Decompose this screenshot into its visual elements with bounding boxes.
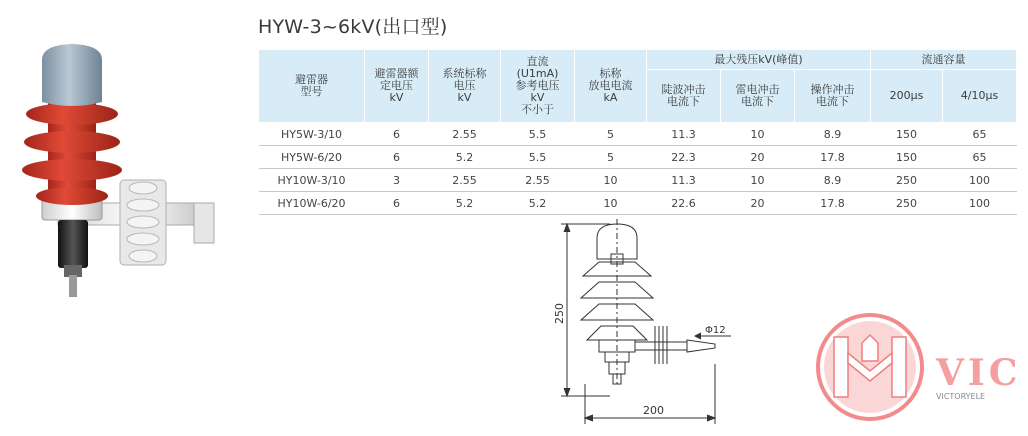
- col-group-capacity: 流通容量: [871, 50, 1017, 70]
- cell-cap200: 250: [871, 192, 943, 215]
- col-header-switching: 操作冲击 电流下: [795, 70, 871, 123]
- col-group-residual-voltage: 最大残压kV(峰值): [647, 50, 871, 70]
- cell-dc: 2.55: [501, 169, 575, 192]
- cell-system: 5.2: [429, 146, 501, 169]
- company-logo: [812, 313, 1022, 423]
- cell-discharge: 10: [575, 169, 647, 192]
- cell-model: HY5W-6/20: [259, 146, 365, 169]
- cell-dc: 5.5: [501, 146, 575, 169]
- cell-system: 5.2: [429, 192, 501, 215]
- cell-system: 2.55: [429, 169, 501, 192]
- col-header-cap-4-10: 4/10μs: [943, 70, 1017, 123]
- cell-cap200: 150: [871, 123, 943, 146]
- dimension-drawing: [555, 214, 755, 432]
- cell-model: HY10W-3/10: [259, 169, 365, 192]
- cell-switching: 8.9: [795, 169, 871, 192]
- cell-discharge: 10: [575, 192, 647, 215]
- cell-model: HY5W-3/10: [259, 123, 365, 146]
- col-header-steep: 陡波冲击 电流下: [647, 70, 721, 123]
- table-body: [259, 123, 1017, 215]
- col-header-cap-200: 200μs: [871, 70, 943, 123]
- table-row: [259, 123, 1017, 146]
- cell-cap200: 150: [871, 146, 943, 169]
- page-title: HYW-3~6kV(出口型): [258, 16, 448, 38]
- cell-steep: 22.3: [647, 146, 721, 169]
- cell-switching: 8.9: [795, 123, 871, 146]
- cell-rated: 6: [365, 123, 429, 146]
- cell-dc: 5.5: [501, 123, 575, 146]
- cell-steep: 11.3: [647, 169, 721, 192]
- cell-lightning: 20: [721, 146, 795, 169]
- cell-dc: 5.2: [501, 192, 575, 215]
- cell-steep: 22.6: [647, 192, 721, 215]
- product-photo: [0, 20, 245, 310]
- cell-lightning: 10: [721, 169, 795, 192]
- cell-cap410: 100: [943, 169, 1017, 192]
- spec-table: [258, 49, 1017, 215]
- cell-discharge: 5: [575, 123, 647, 146]
- col-header-lightning: 雷电冲击 电流下: [721, 70, 795, 123]
- logo-name: VICTORYELE: [936, 392, 986, 401]
- cell-system: 2.55: [429, 123, 501, 146]
- insulator-body: [22, 100, 122, 205]
- cell-cap200: 250: [871, 169, 943, 192]
- col-header-discharge-current: 标称 放电电流 kA: [575, 50, 647, 123]
- table-row: [259, 192, 1017, 215]
- cell-rated: 3: [365, 169, 429, 192]
- cell-steep: 11.3: [647, 123, 721, 146]
- cell-rated: 6: [365, 192, 429, 215]
- table-row: [259, 146, 1017, 169]
- col-header-dc-ref-voltage: 直流 (U1mA) 参考电压 kV 不小于: [501, 50, 575, 123]
- cell-switching: 17.8: [795, 192, 871, 215]
- col-header-system-voltage: 系统标称 电压 kV: [429, 50, 501, 123]
- cell-cap410: 65: [943, 123, 1017, 146]
- bottom-terminal: [58, 220, 88, 268]
- cell-cap410: 65: [943, 146, 1017, 169]
- cell-lightning: 20: [721, 192, 795, 215]
- cell-discharge: 5: [575, 146, 647, 169]
- cell-cap410: 100: [943, 192, 1017, 215]
- hole-dimension: Φ12: [705, 325, 726, 336]
- logo-mark: VIC: [936, 352, 1022, 394]
- col-header-model: 避雷器 型号: [259, 50, 365, 123]
- top-cap: [42, 44, 102, 106]
- cell-lightning: 10: [721, 123, 795, 146]
- col-header-rated-voltage: 避雷器额 定电压 kV: [365, 50, 429, 123]
- cell-switching: 17.8: [795, 146, 871, 169]
- cell-rated: 6: [365, 146, 429, 169]
- height-dimension: 250: [553, 303, 566, 324]
- cell-model: HY10W-6/20: [259, 192, 365, 215]
- width-dimension: 200: [643, 404, 664, 417]
- table-row: [259, 169, 1017, 192]
